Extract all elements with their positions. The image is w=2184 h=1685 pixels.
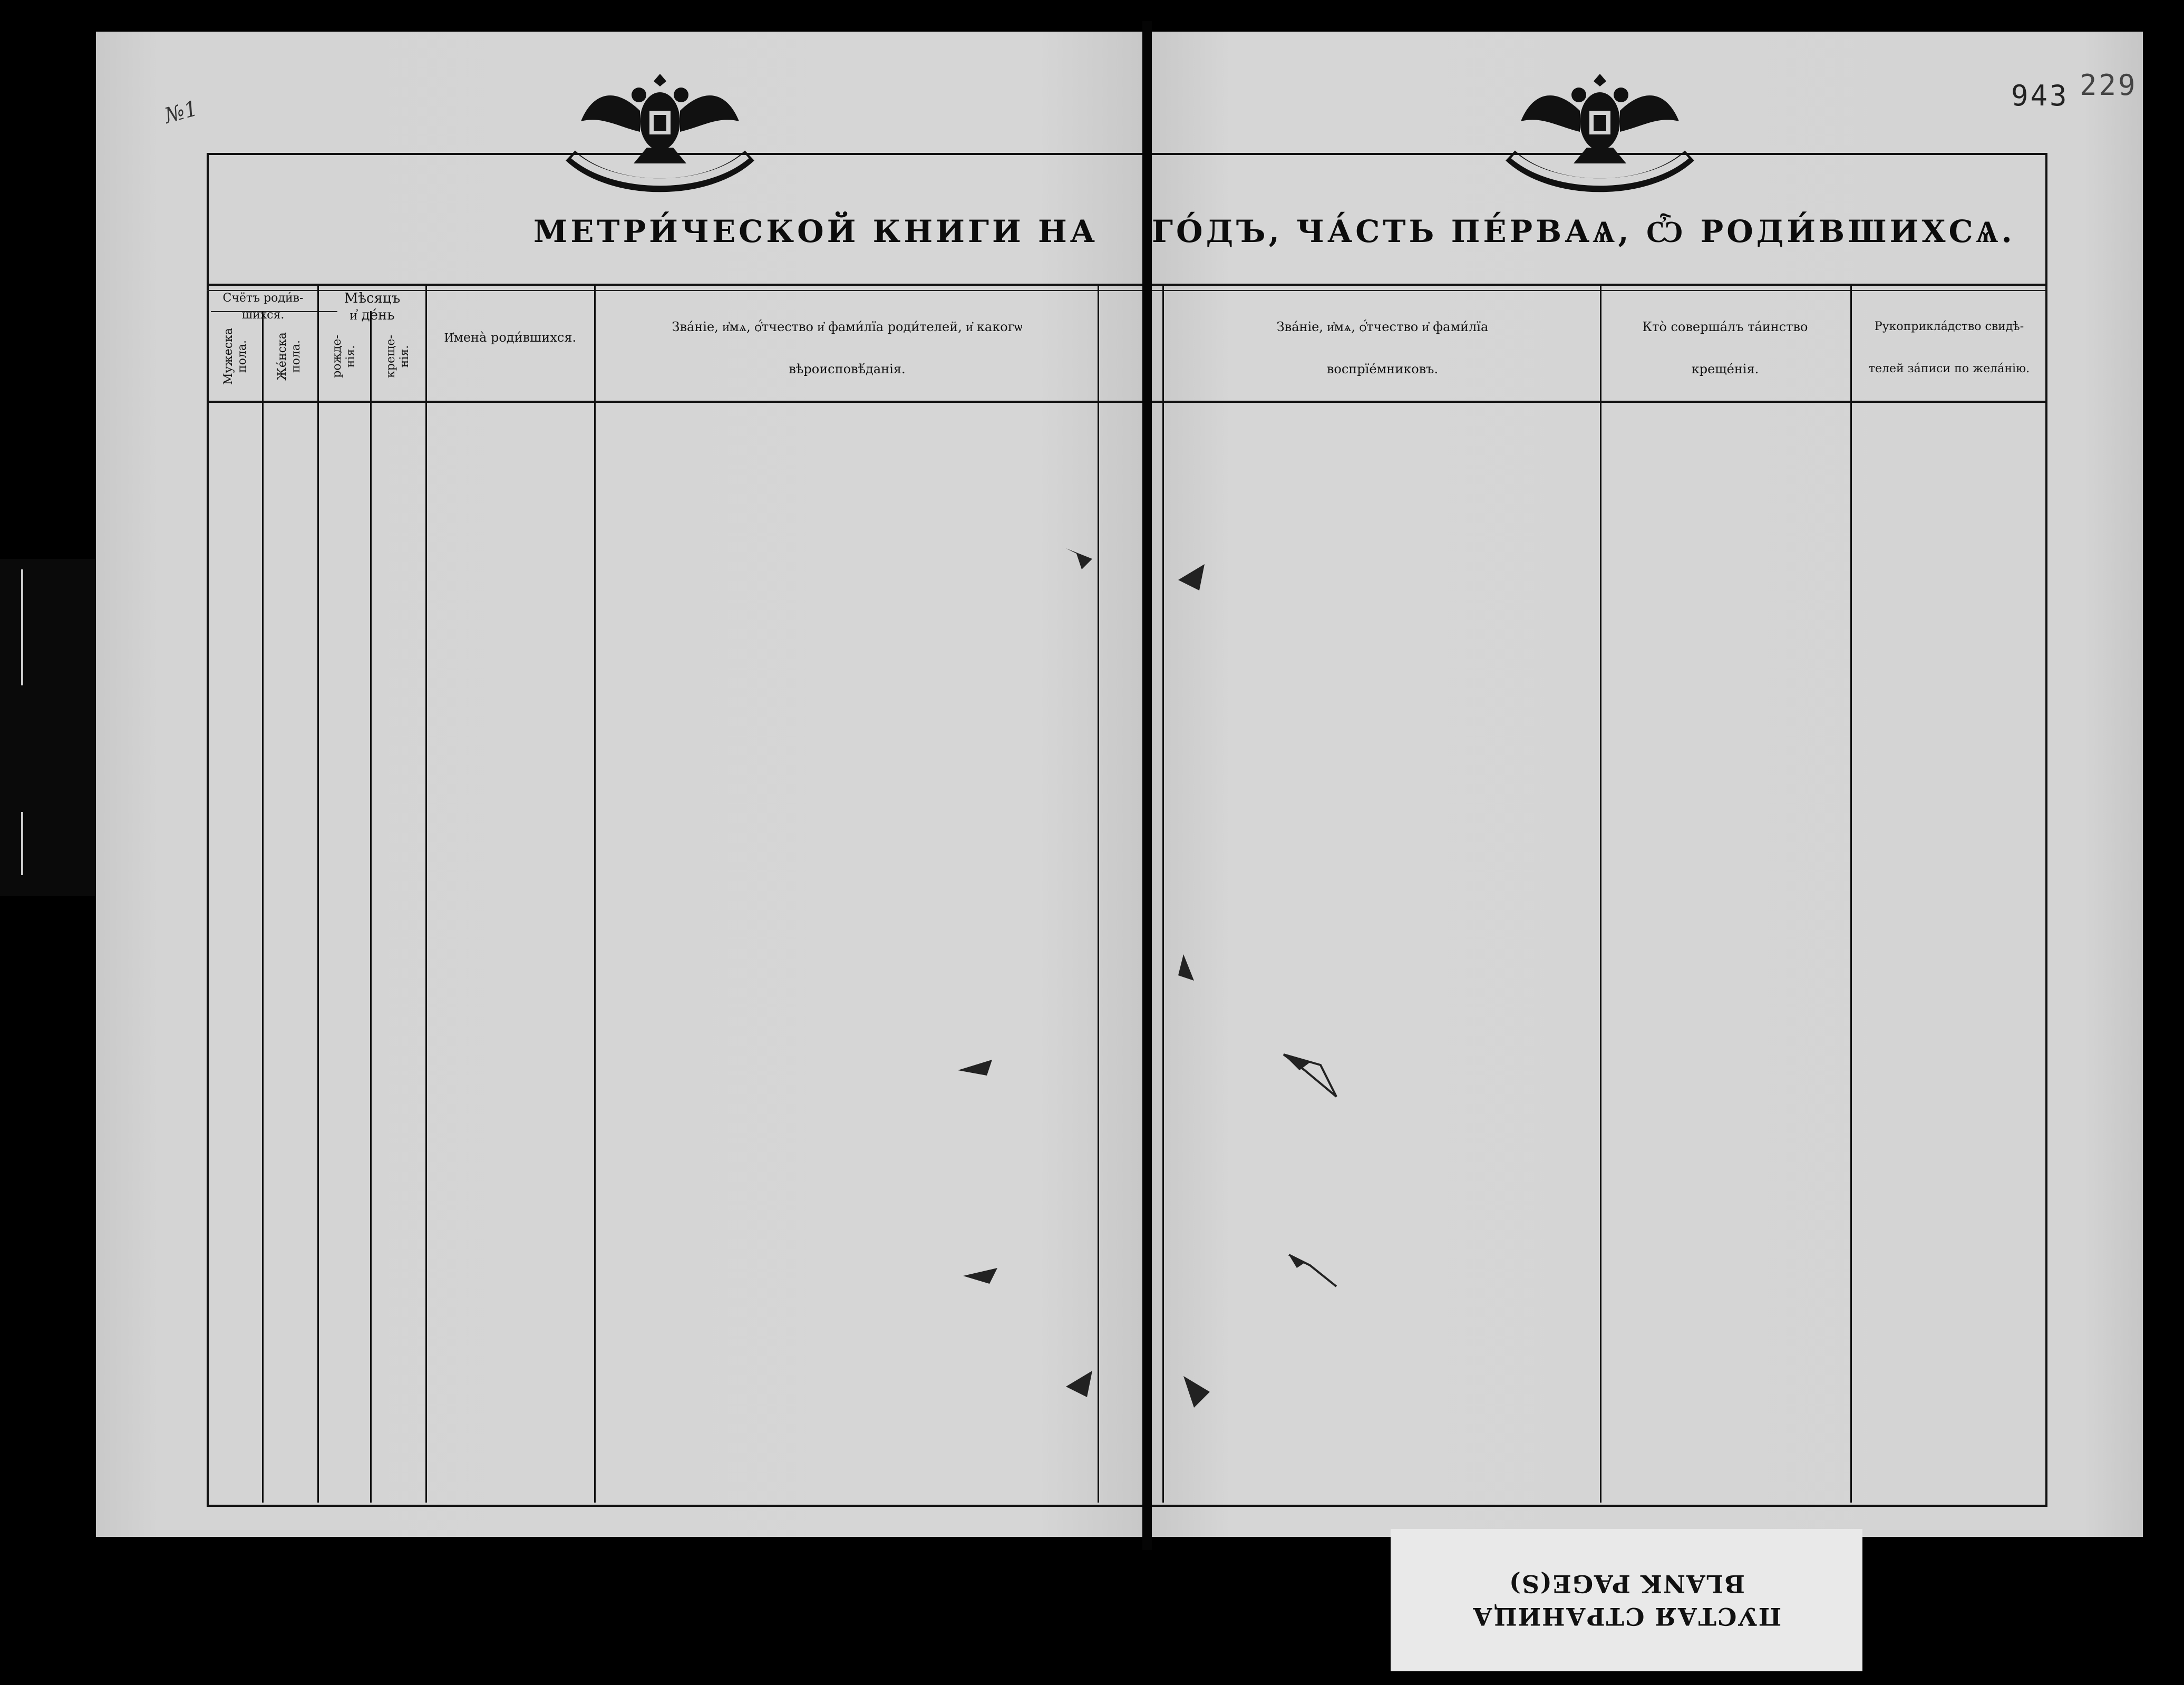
column-divider [1098,284,1099,1503]
page-damage-mark [1061,1360,1103,1402]
header-names: И҆мена̀ роди́вшихся. [444,330,577,345]
right-page [1152,32,2143,1537]
column-divider [1162,284,1164,1503]
blank-page-stamp [1391,1529,1862,1671]
header-month-group: Мѣсяцъ и҆ де́нь [344,290,401,323]
column-divider [425,284,427,1503]
page-damage-mark [955,1054,1003,1086]
column-divider [370,311,372,1503]
header-rule-top [1152,284,2045,286]
register-title-right: ГО́ДЪ, ЧА́СТЬ ПЕ́РВАѦ, Ѽ РОДИ́ВШИХСѦ. [1152,214,2015,249]
page-damage-mark [1173,559,1215,601]
column-divider [594,284,596,1503]
header-rule-bottom [1152,401,2045,403]
header-male: Мужеска пола. [222,328,249,385]
register-title-left: МЕТРИ́ЧЕСКОЙ КНИГИ НА [533,214,1099,249]
page-number-handwritten: 943 [2011,79,2069,112]
left-page [96,32,1142,1537]
column-divider [1600,284,1601,1503]
header-parents: Зва́ніе, и҆мѧ, ѻ҆́тчество и҆ фами́лїа роди́телей, и҆ какогѡ вѣроисповѣ́данія. [672,319,1023,376]
page-damage-mark [1061,538,1103,580]
book-gutter [1142,21,1152,1550]
page-damage-mark [960,1260,1008,1292]
header-female: Же́нска пола. [276,332,303,381]
edge-mark [21,569,23,685]
header-baptism: креще- нія. [384,335,411,378]
page-damage-mark [1278,1044,1352,1107]
header-rule-top [207,284,1145,286]
header-count-group: Счётъ роди́в- шихся. [222,292,304,322]
edge-mark [21,812,23,875]
page-damage-mark [1284,1244,1347,1297]
column-divider [262,311,264,1503]
page-damage-mark [1173,949,1205,991]
blank-stamp-line-en: BLANK PAGE(S) [1508,1570,1745,1598]
corner-mark: №1 [162,96,201,129]
header-signatures: Рукоприкла́дство свидѣ- телей за́писи по жела́нію. [1868,320,2030,375]
header-godparents: Зва́ніе, и҆мѧ, ѻ҆́тчество и҆ фами́лїа воспрїе́мниковъ. [1276,319,1489,376]
page-number-secondary: 229 [2080,69,2138,102]
column-divider [1850,284,1852,1503]
header-rule-bottom [207,401,1145,403]
header-rule-top-thin [1152,290,2045,291]
page-damage-mark [1178,1366,1220,1413]
column-divider [317,284,319,1503]
blank-stamp-line-ru: ПУСТАЯ СТРАНИЦА [1471,1602,1782,1631]
header-birth: рожде- нія. [331,335,357,378]
header-performer: Кто̀ соверша́лъ та́инство креще́нія. [1642,319,1808,376]
